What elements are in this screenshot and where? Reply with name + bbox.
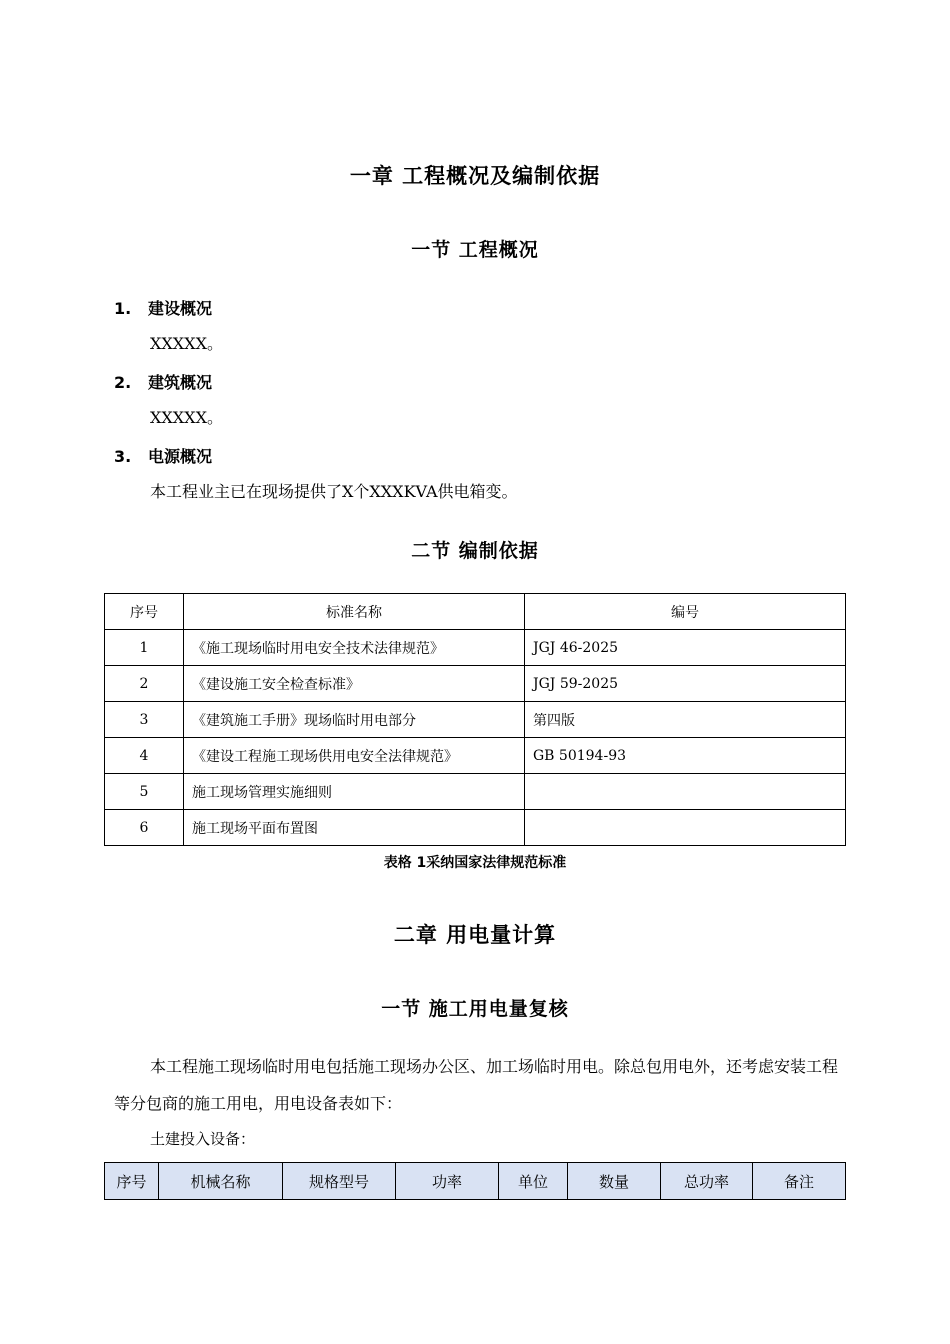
table-row xyxy=(105,810,846,846)
table-cell: 6 xyxy=(105,810,184,846)
table-row xyxy=(105,738,846,774)
table-row xyxy=(105,630,846,666)
item-2-text: XXXXX。 xyxy=(150,408,223,427)
table-row xyxy=(105,774,846,810)
header-cell: 机械名称 xyxy=(159,1163,283,1200)
table-cell: 《建筑施工手册》现场临时用电部分 xyxy=(184,702,525,738)
table-cell: GB 50194-93 xyxy=(525,738,846,774)
usage-paragraph: 本工程施工现场临时用电包括施工现场办公区、加工场临时用电。除总包用电外，还考虑安装工程等分包商的施工用电，用电设备表如下： xyxy=(114,1057,839,1113)
header-cell: 备注 xyxy=(753,1163,846,1200)
equipment-table xyxy=(104,1162,846,1200)
standards-table xyxy=(104,593,846,846)
header-cell: 功率 xyxy=(396,1163,499,1200)
table-cell: 4 xyxy=(105,738,184,774)
item-3-text: 本工程业主已在现场提供了X个XXXKVA供电箱变。 xyxy=(150,482,518,501)
table-caption: 表格 1采纳国家法律规范标准 xyxy=(383,855,567,871)
header-cell: 序号 xyxy=(105,594,184,630)
item-2-heading xyxy=(114,370,212,393)
section-2-title: 二节 编制依据 xyxy=(411,540,539,562)
item-2-title: 建筑概况 xyxy=(148,373,213,392)
table-cell: 1 xyxy=(105,630,184,666)
item-1-title: 建设概况 xyxy=(148,299,213,318)
table-row xyxy=(105,666,846,702)
chapter-2-title: 二章 用电量计算 xyxy=(393,923,557,947)
table-cell: 第四版 xyxy=(525,702,846,738)
item-3-number: 3. xyxy=(114,447,132,466)
table-cell: 《建设工程施工现场供用电安全法律规范》 xyxy=(184,738,525,774)
table-cell: JGJ 59-2025 xyxy=(525,666,846,702)
table-cell xyxy=(525,774,846,810)
table-cell: 《建设施工安全检查标准》 xyxy=(184,666,525,702)
table-cell: 《施工现场临时用电安全技术法律规范》 xyxy=(184,630,525,666)
table-cell: 3 xyxy=(105,702,184,738)
table-cell: 2 xyxy=(105,666,184,702)
header-cell: 规格型号 xyxy=(283,1163,396,1200)
item-3-heading xyxy=(114,444,212,467)
item-1-heading xyxy=(114,296,212,319)
table-row xyxy=(105,702,846,738)
section-1-title: 一节 工程概况 xyxy=(411,239,539,261)
equipment-table-header xyxy=(105,1163,846,1200)
header-cell: 编号 xyxy=(525,594,846,630)
table-cell xyxy=(525,810,846,846)
table-cell: 5 xyxy=(105,774,184,810)
table-cell: 施工现场管理实施细则 xyxy=(184,774,525,810)
header-cell: 标准名称 xyxy=(184,594,525,630)
header-cell: 单位 xyxy=(499,1163,568,1200)
item-2-number: 2. xyxy=(114,373,132,392)
header-cell: 数量 xyxy=(568,1163,661,1200)
standards-table-header xyxy=(105,594,846,630)
table-cell: 施工现场平面布置图 xyxy=(184,810,525,846)
chapter-1-title: 一章 工程概况及编制依据 xyxy=(349,164,601,188)
header-cell: 序号 xyxy=(105,1163,159,1200)
chapter-2-section-1-title: 一节 施工用电量复核 xyxy=(381,998,569,1020)
table-cell: JGJ 46-2025 xyxy=(525,630,846,666)
item-1-number: 1. xyxy=(114,299,132,318)
header-cell: 总功率 xyxy=(661,1163,753,1200)
item-3-title: 电源概况 xyxy=(148,447,213,466)
item-1-text: XXXXX。 xyxy=(150,334,223,353)
equipment-subheading: 土建投入设备： xyxy=(150,1130,256,1148)
